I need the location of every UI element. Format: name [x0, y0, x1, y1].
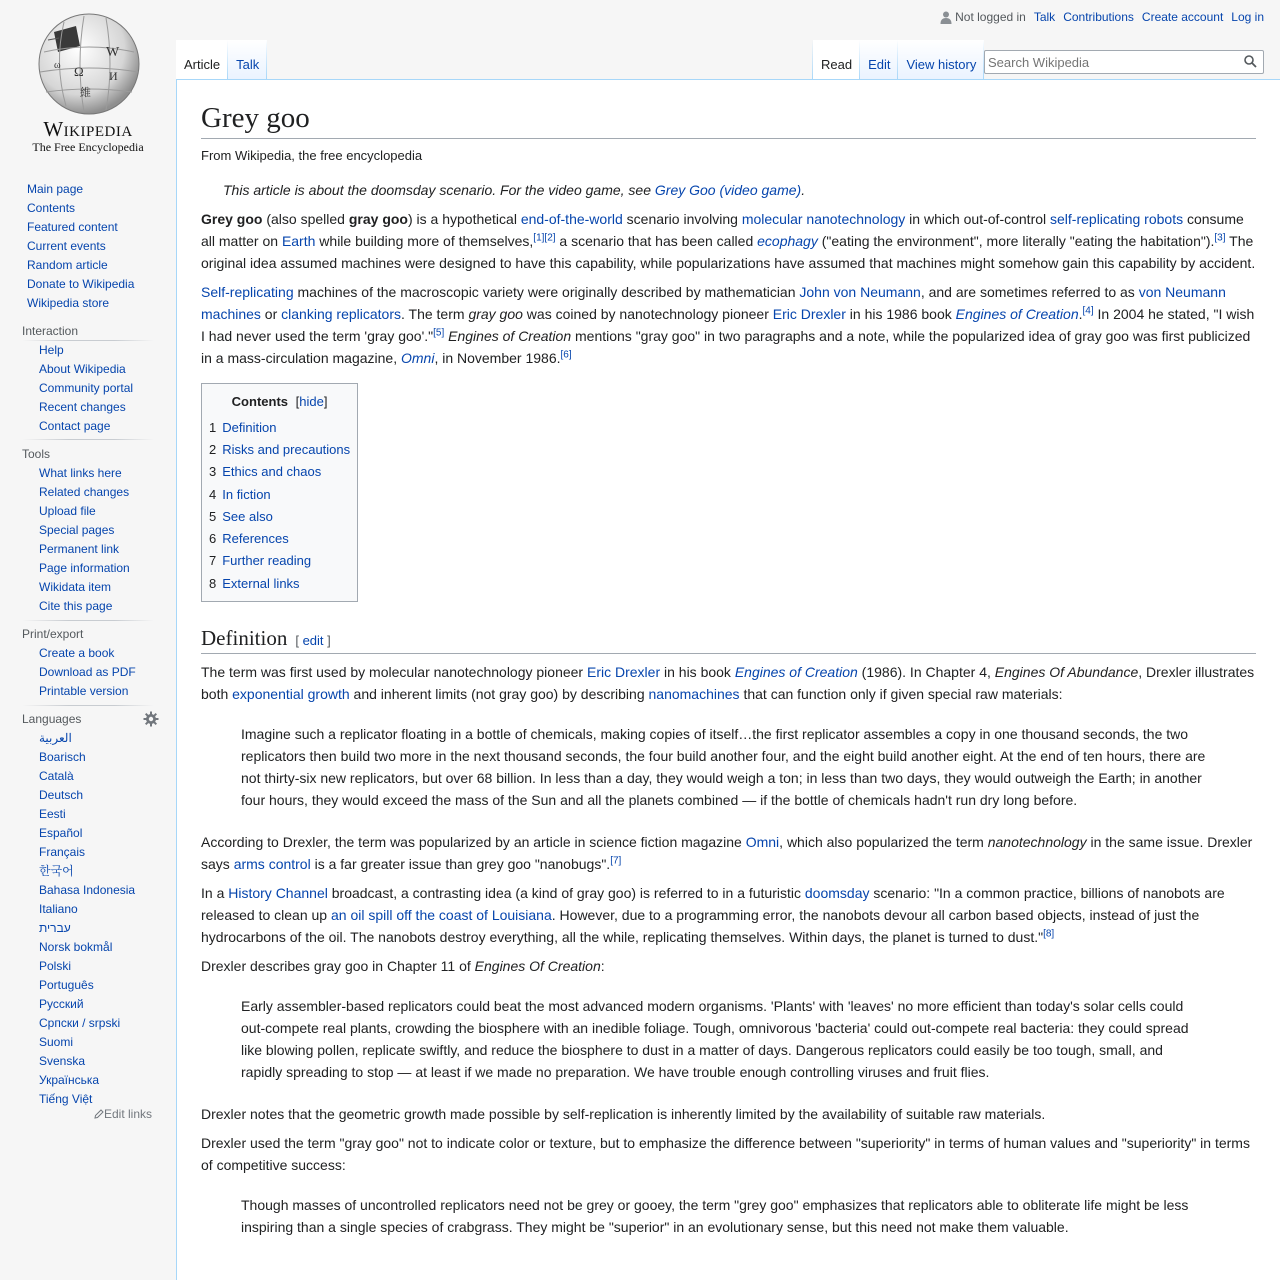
pencil-icon: [94, 1109, 104, 1119]
sidebar-item-wikidata-item[interactable]: Wikidata item: [39, 580, 112, 594]
definition-paragraph-2: According to Drexler, the term was popularized by an article in science fiction magazine Omni, which also popularized the term nanotechnology in the same issue. Drexler says arms control is a far greater issue than grey goo "nanobugs".[7]: [201, 834, 1253, 873]
article-link[interactable]: Engines of Creation: [955, 305, 1079, 322]
toc-item[interactable]: 1 Definition: [209, 419, 277, 435]
language-link-ar[interactable]: العربية: [39, 731, 72, 745]
svg-text:W: W: [106, 45, 120, 60]
citation-link[interactable]: [6]: [560, 349, 572, 361]
sidebar-item-what-links-here[interactable]: What links here: [39, 466, 122, 480]
sidebar-item-about[interactable]: About Wikipedia: [39, 362, 126, 376]
sidebar-item-community-portal[interactable]: Community portal: [39, 381, 134, 395]
language-link-sr[interactable]: Српски / srpski: [39, 1016, 121, 1030]
tab-read[interactable]: Read: [813, 40, 860, 80]
sidebar-heading-languages: Languages: [22, 712, 82, 726]
sidebar: [0, 0, 176, 1280]
search-input[interactable]: [985, 51, 1235, 73]
toc-item[interactable]: 5 See also: [209, 508, 273, 524]
svg-text:The Free Encyclopedia: The Free Encyclopedia: [32, 140, 144, 154]
sidebar-item-permanent-link[interactable]: Permanent link: [39, 542, 120, 556]
definition-paragraph-4: Drexler describes gray goo in Chapter 11 of Engines Of Creation:: [201, 958, 605, 975]
user-icon: [940, 11, 952, 24]
language-link-ru[interactable]: Русский: [39, 997, 84, 1011]
sidebar-item-help[interactable]: Help: [39, 343, 64, 357]
language-link-ko[interactable]: 한국어: [39, 864, 74, 878]
sidebar-item-main-page[interactable]: Main page: [27, 182, 84, 196]
personal-talk-link[interactable]: Talk: [1033, 10, 1056, 24]
log-in-link[interactable]: Log in: [1231, 10, 1264, 24]
personal-tools: [932, 9, 1264, 25]
sidebar-item-donate[interactable]: Donate to Wikipedia: [27, 277, 135, 291]
quote-assemblers: Early assembler-based replicators could beat the most advanced modern organisms. 'Plants' with 'leaves' no more efficient than today's solar cells could out-compete real plants, crowding the biosphere with an inedible foliage. Tough, omnivorous 'bacteria' could out-compete real bacteria: they could spread like blowing pollen, replicate swiftly, and reduce the biosphere to dust in a matter of days. Dangerous replicators could easily be too tough, small, and rapidly spreading to stop — at least if we made no preparation. We have trouble enough controlling viruses and fruit flies.: [241, 998, 1189, 1081]
tab-article[interactable]: Article: [176, 40, 228, 80]
article-link[interactable]: doomsday: [804, 885, 870, 902]
language-link-id[interactable]: Bahasa Indonesia: [39, 883, 136, 897]
hatnote-link[interactable]: Grey Goo (video game): [654, 181, 802, 198]
language-link-ca[interactable]: Català: [39, 769, 74, 783]
search-box: [984, 50, 1264, 74]
article-link[interactable]: molecular nanotechnology: [741, 210, 906, 227]
sidebar-heading-tools: Tools: [22, 447, 51, 461]
language-link-fr[interactable]: Français: [39, 845, 86, 859]
language-link-vi[interactable]: Tiếng Việt: [39, 1092, 93, 1106]
definition-paragraph-1: The term was first used by molecular nanotechnology pioneer Eric Drexler in his book Engines of Creation (1986). In Chapter 4, Engines Of Abundance, Drexler illustrates both exponential growth and inherent limits (not gray goo) by describing nanomachines that can function only if given special raw materials:: [201, 664, 1255, 703]
language-link-pt[interactable]: Português: [39, 978, 94, 992]
sidebar-item-recent-changes[interactable]: Recent changes: [39, 400, 126, 414]
sidebar-item-random-article[interactable]: Random article: [27, 258, 108, 272]
sidebar-item-contents[interactable]: Contents: [27, 201, 76, 215]
language-link-uk[interactable]: Українська: [39, 1073, 100, 1087]
svg-text:И: И: [109, 69, 118, 83]
main-content: [176, 79, 1280, 1280]
sidebar-print-export: [0, 625, 176, 701]
citation-link[interactable]: [2]: [544, 232, 556, 244]
article-link[interactable]: Earth: [281, 232, 316, 249]
toc-item[interactable]: 2 Risks and precautions: [209, 441, 351, 457]
sidebar-item-create-book[interactable]: Create a book: [39, 646, 115, 660]
sidebar-heading-interaction: Interaction: [22, 324, 79, 338]
definition-paragraph-5: Drexler notes that the geometric growth made possible by self-replication is inherently limited by the availability of suitable raw materials.: [201, 1106, 1046, 1123]
article-link[interactable]: ecophagy: [757, 232, 818, 249]
sidebar-item-printable-version[interactable]: Printable version: [39, 684, 129, 698]
svg-text:維: 維: [80, 87, 91, 99]
sidebar-item-store[interactable]: Wikipedia store: [27, 296, 110, 310]
article-link[interactable]: von Neumann machines: [201, 283, 1226, 322]
sidebar-item-download-pdf[interactable]: Download as PDF: [39, 665, 136, 679]
sidebar-item-related-changes[interactable]: Related changes: [39, 485, 130, 499]
lead-paragraph-2: Self-replicating machines of the macroscopic variety were originally described by mathematician John von Neumann, and are sometimes referred to as von Neumann machines or clanking replicators. The term gray goo was coined by nanotechnology pioneer Eric Drexler in his 1986 book Engines of Creation.[4] In 2004 he stated, "I wish I had never used the term 'gray goo'."[5] Engines of Creation mentions "gray goo" in two paragraphs and a note, while the popularized idea of gray goo was first publicized in a mass-circulation magazine, Omni, in November 1986.[6]: [201, 283, 1255, 366]
sidebar-interaction: [0, 322, 176, 436]
article-link[interactable]: John von Neumann: [799, 283, 921, 300]
tab-view-history[interactable]: View history: [898, 40, 984, 80]
toc-item[interactable]: 4 In fiction: [209, 486, 271, 502]
sidebar-item-cite-this-page[interactable]: Cite this page: [39, 599, 113, 613]
article-link[interactable]: nanomachines: [648, 686, 740, 703]
definition-paragraph-3: In a History Channel broadcast, a contrasting idea (a kind of gray goo) is referred to in a futuristic doomsday scenario: "In a common practice, billions of nanobots are released to clean up an oil spill off the coast of Louisiana. However, due to a programming error, the nanobots devour all carbon based objects, instead of just the hydrocarbons of the oil. The nanobots destroy everything, all the while, replicating themselves. Within days, the planet is turned to dust."[8]: [201, 885, 1225, 946]
sidebar-item-contact-page[interactable]: Contact page: [39, 419, 111, 433]
view-tabs: [812, 40, 984, 80]
quote-replicator: Imagine such a replicator floating in a bottle of chemicals, making copies of itself…the first replicator assembles a copy in one thousand seconds, the two replicators then build two more in the next thousand seconds, the four build another four, and the eight build another eight. At the end of ten hours, there are not thirty-six new replicators, but over 68 billion. In less than a day, they would weigh a ton; in less than two days, they would outweigh the Earth; in another four hours, they would exceed the mass of the Sun and all the planets combined — if the bottle of chemicals hadn't run dry long before.: [241, 726, 1206, 809]
contributions-link[interactable]: Contributions: [1063, 10, 1134, 24]
svg-text:ω: ω: [54, 60, 61, 71]
sidebar-item-featured-content[interactable]: Featured content: [27, 220, 118, 234]
edit-links[interactable]: Edit links: [94, 1107, 152, 1121]
sidebar-languages: [0, 710, 176, 1121]
sidebar-item-page-information[interactable]: Page information: [39, 561, 130, 575]
article-link[interactable]: Omni: [745, 834, 780, 851]
svg-text:Wikipedia: Wikipedia: [43, 117, 133, 141]
article-link[interactable]: History Channel: [228, 885, 328, 902]
tab-edit[interactable]: Edit: [860, 40, 898, 80]
table-of-contents: [201, 383, 358, 602]
namespace-tabs: [176, 40, 267, 80]
article-link[interactable]: clanking replicators: [281, 305, 401, 322]
section-edit-link[interactable]: edit: [302, 633, 324, 649]
puzzle-globe-icon: [14, 12, 162, 160]
article-link[interactable]: Eric Drexler: [586, 664, 661, 681]
sidebar-tools: [0, 445, 176, 616]
sidebar-item-upload-file[interactable]: Upload file: [39, 504, 96, 518]
wikipedia-logo[interactable]: [14, 12, 162, 160]
language-link-et[interactable]: Eesti: [39, 807, 66, 821]
language-link-sv[interactable]: Svenska: [39, 1054, 86, 1068]
article-link[interactable]: Engines of Creation: [734, 664, 858, 681]
toc-item[interactable]: 8 External links: [209, 575, 300, 591]
lead-paragraph-1: Grey goo (also spelled gray goo) is a hypothetical end-of-the-world scenario involving molecular nanotechnology in which out-of-control self-replicating robots consume all matter on Earth while building more of themselves,[1][2] a scenario that has been called ecophagy ("eating the environment", more literally "eating the habitation").[3] The original idea assumed machines were designed to have this capability, while popularizations have assumed that machines might somehow gain this capability by accident.: [201, 210, 1256, 271]
definition-paragraph-6: Drexler used the term "gray goo" not to indicate color or texture, but to emphasize the difference between "superiority" in terms of human values and "superiority" in terms of competitive success:: [201, 1135, 1250, 1174]
article-link[interactable]: exponential growth: [232, 686, 350, 703]
toc-item[interactable]: 6 References: [209, 531, 289, 547]
citation-link[interactable]: [5]: [433, 327, 445, 339]
section-heading-definition: Definition [ edit ]: [201, 624, 1256, 654]
article-link[interactable]: self-replicating robots: [1050, 210, 1184, 227]
site-subtitle: From Wikipedia, the free encyclopedia: [201, 147, 423, 163]
article-link[interactable]: Self-replicating: [201, 283, 294, 300]
page-title: Grey goo: [201, 100, 1256, 139]
citation-link[interactable]: [4]: [1082, 305, 1094, 317]
article-link[interactable]: Eric Drexler: [772, 305, 846, 322]
article-link[interactable]: an oil spill off the coast of Louisiana: [330, 907, 552, 924]
language-link-it[interactable]: Italiano: [39, 902, 78, 916]
language-link-de[interactable]: Deutsch: [39, 788, 84, 802]
toc-hide-toggle[interactable]: hide: [299, 393, 324, 409]
language-link-he[interactable]: עברית: [39, 921, 71, 935]
toc-item[interactable]: 3 Ethics and chaos: [209, 464, 322, 480]
article-link[interactable]: arms control: [233, 856, 311, 873]
citation-link[interactable]: [8]: [1043, 928, 1055, 940]
not-logged-in: Not logged in: [940, 10, 1026, 24]
language-link-es[interactable]: Español: [39, 826, 83, 840]
toc-item[interactable]: 7 Further reading: [209, 553, 312, 569]
citation-link[interactable]: [1]: [533, 232, 545, 244]
article-link[interactable]: Omni: [400, 349, 435, 366]
language-link-pl[interactable]: Polski: [39, 959, 72, 973]
toc-title: Contents [hide]: [231, 393, 328, 409]
article-link[interactable]: end-of-the-world: [520, 210, 623, 227]
search-icon[interactable]: [1244, 55, 1257, 68]
hatnote: This article is about the doomsday scenario. For the video game, see Grey Goo (video game).: [223, 181, 806, 198]
sidebar-navigation: [0, 180, 176, 313]
tab-talk[interactable]: Talk: [228, 40, 267, 80]
citation-link[interactable]: [3]: [1214, 232, 1226, 244]
gear-icon[interactable]: [143, 711, 159, 727]
sidebar-item-current-events[interactable]: Current events: [27, 239, 106, 253]
svg-text:Ω: Ω: [74, 64, 84, 79]
language-link-bar[interactable]: Boarisch: [39, 750, 86, 764]
language-link-nb[interactable]: Norsk bokmål: [39, 940, 113, 954]
create-account-link[interactable]: Create account: [1141, 10, 1224, 24]
quote-crabgrass: Though masses of uncontrolled replicators need not be grey or gooey, the term "grey goo" emphasizes that replicators able to obliterate life might be less inspiring than a single species of crabgrass. They might be "superior" in an evolutionary sense, but this need not make them valuable.: [241, 1197, 1189, 1236]
citation-link[interactable]: [7]: [610, 855, 622, 867]
language-link-fi[interactable]: Suomi: [39, 1035, 74, 1049]
sidebar-heading-print-export: Print/export: [22, 627, 84, 641]
sidebar-item-special-pages[interactable]: Special pages: [39, 523, 115, 537]
